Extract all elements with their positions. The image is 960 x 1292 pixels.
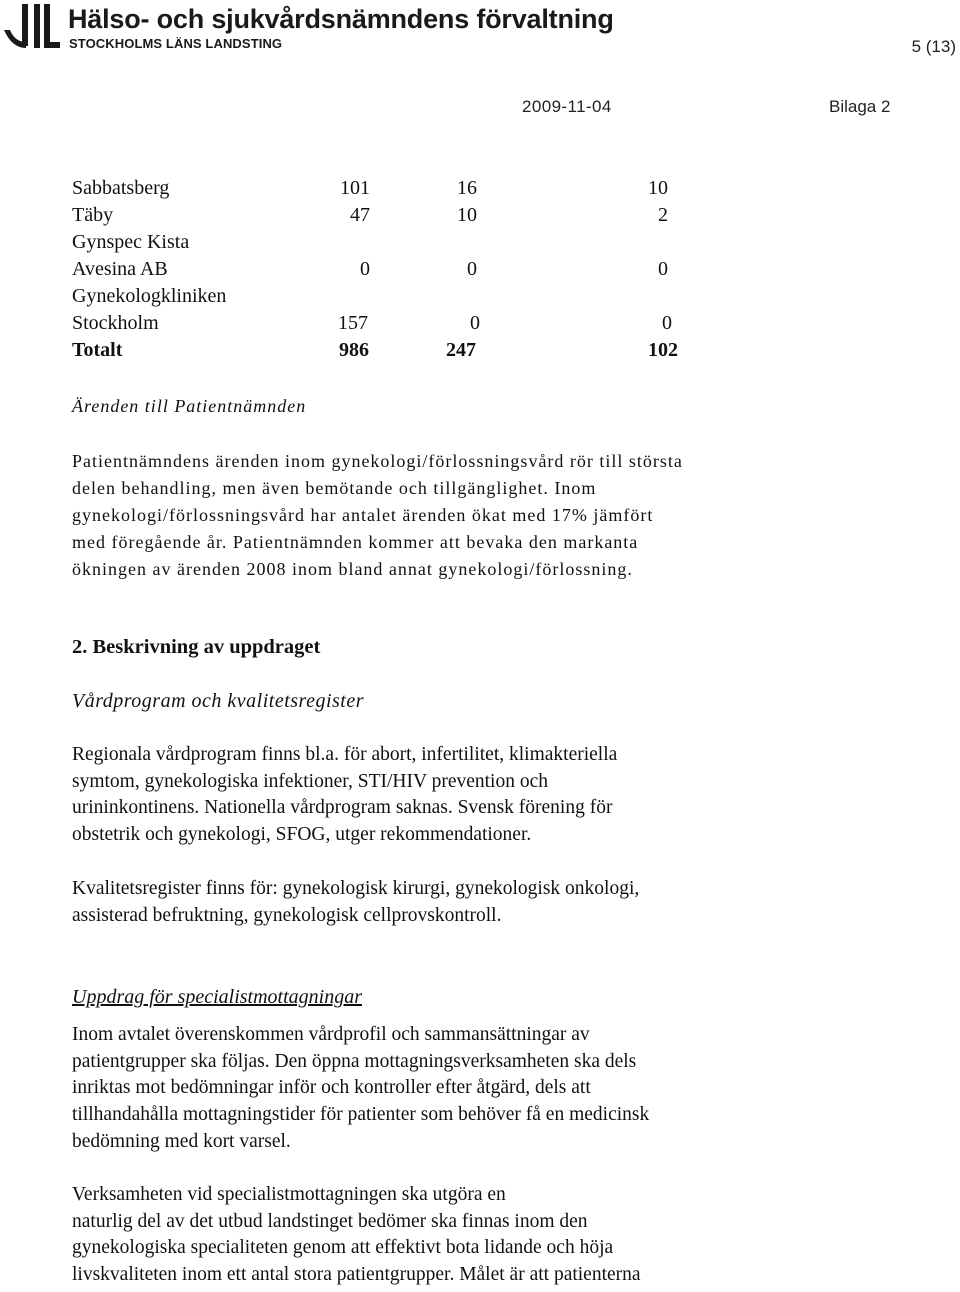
text-line: med föregående år. Patientnämnden kommer att bevaka den markanta — [72, 532, 639, 552]
row-value-1: 157 — [338, 312, 368, 334]
organization-name: Hälso- och sjukvårdsnämndens förvaltning — [68, 4, 614, 34]
subheading-care-programs: Vårdprogram och kvalitetsregister — [72, 690, 365, 712]
table-row — [72, 258, 712, 285]
row-value-1: 986 — [339, 339, 369, 361]
table-row — [72, 177, 712, 204]
table-row — [72, 204, 712, 231]
attachment-label: Bilaga 2 — [829, 97, 891, 116]
row-value-3: 2 — [658, 204, 668, 226]
row-name: Sabbatsberg — [72, 177, 170, 199]
text-line: patientgrupper ska följas. Den öppna mottagningsverksamheten ska dels — [72, 1050, 637, 1072]
subheading-specialist-clinics: Uppdrag för specialistmottagningar — [72, 986, 363, 1008]
row-value-1: 47 — [350, 204, 370, 226]
text-line: naturlig del av det utbud landstinget bedömer ska finnas inom den — [72, 1210, 588, 1232]
text-line: delen behandling, men även bemötande och tillgänglighet. Inom — [72, 478, 597, 498]
text-line: Regionala vårdprogram finns bl.a. för abort, infertilitet, klimakteriella — [72, 744, 618, 765]
text-line: gynekologiska specialiteten genom att effektivt bota lidande och höja — [72, 1237, 614, 1259]
section-heading-assignment: 2. Beskrivning av uppdraget — [72, 636, 321, 658]
row-value-2: 10 — [457, 204, 477, 226]
row-value-1: 101 — [340, 177, 370, 199]
text-line: gynekologi/förlossningsvård har antalet ärenden ökat med 17% jämfört — [72, 505, 654, 525]
text-line: inriktas mot bedömningar inför och kontroller efter åtgärd, dels att — [72, 1077, 591, 1099]
section-title-patient: Ärenden till Patientnämnden — [72, 396, 307, 416]
row-value-3: 102 — [648, 339, 678, 361]
table-row — [72, 285, 712, 312]
row-name: Gynekologkliniken — [72, 285, 227, 307]
text-line: assisterad befruktning, gynekologisk cellprovskontroll. — [72, 904, 502, 926]
row-name: Stockholm — [72, 312, 159, 334]
text-line: ökningen av ärenden 2008 inom bland annat gynekologi/förlossning. — [72, 559, 633, 579]
landsting-logo-icon — [2, 2, 62, 52]
text-line: livskvaliteten inom ett antal stora patientgrupper. Målet är att patienterna — [72, 1264, 641, 1286]
row-value-1: 0 — [360, 258, 370, 280]
row-value-2: 0 — [470, 312, 480, 334]
text-line: urininkontinens. Nationella vårdprogram saknas. Svensk förening för — [72, 797, 613, 819]
text-line: tillhandahålla mottagningstider för patienter som behöver få en medicinsk — [72, 1104, 650, 1126]
table-row — [72, 312, 712, 339]
text-line: bedömning med kort varsel. — [72, 1130, 291, 1152]
row-name: Avesina AB — [72, 258, 168, 280]
text-line: symtom, gynekologiska infektioner, STI/HIV prevention och — [72, 770, 548, 792]
row-name: Totalt — [72, 339, 123, 361]
specialist-paragraph-1 — [72, 1022, 892, 1156]
text-line: Inom avtalet överenskommen vårdprofil och sammansättningar av — [72, 1024, 590, 1045]
table-row — [72, 231, 712, 258]
document-date: 2009-11-04 — [522, 97, 612, 116]
page-number: 5 (13) — [911, 37, 956, 56]
row-value-3: 0 — [658, 258, 668, 280]
patient-paragraph — [72, 448, 892, 583]
table-total-row — [72, 339, 712, 366]
row-value-3: 0 — [662, 312, 672, 334]
specialist-paragraph-2 — [72, 1182, 892, 1289]
row-value-2: 16 — [457, 177, 477, 199]
care-programs-paragraph — [72, 742, 892, 849]
row-value-2: 247 — [446, 339, 476, 361]
text-line: Patientnämndens ärenden inom gynekologi/förlossningsvård rör till största — [72, 451, 683, 471]
quality-registers-paragraph — [72, 876, 892, 929]
text-line: Kvalitetsregister finns för: gynekologisk kirurgi, gynekologisk onkologi, — [72, 878, 640, 899]
row-value-2: 0 — [467, 258, 477, 280]
organization-subtitle: STOCKHOLMS LÄNS LANDSTING — [69, 36, 283, 51]
text-line: Verksamheten vid specialistmottagningen ska utgöra en — [72, 1184, 506, 1205]
text-line: obstetrik och gynekologi, SFOG, utger rekommendationer. — [72, 824, 532, 846]
row-name: Gynspec Kista — [72, 231, 190, 253]
row-name: Täby — [72, 204, 114, 226]
row-value-3: 10 — [648, 177, 668, 199]
